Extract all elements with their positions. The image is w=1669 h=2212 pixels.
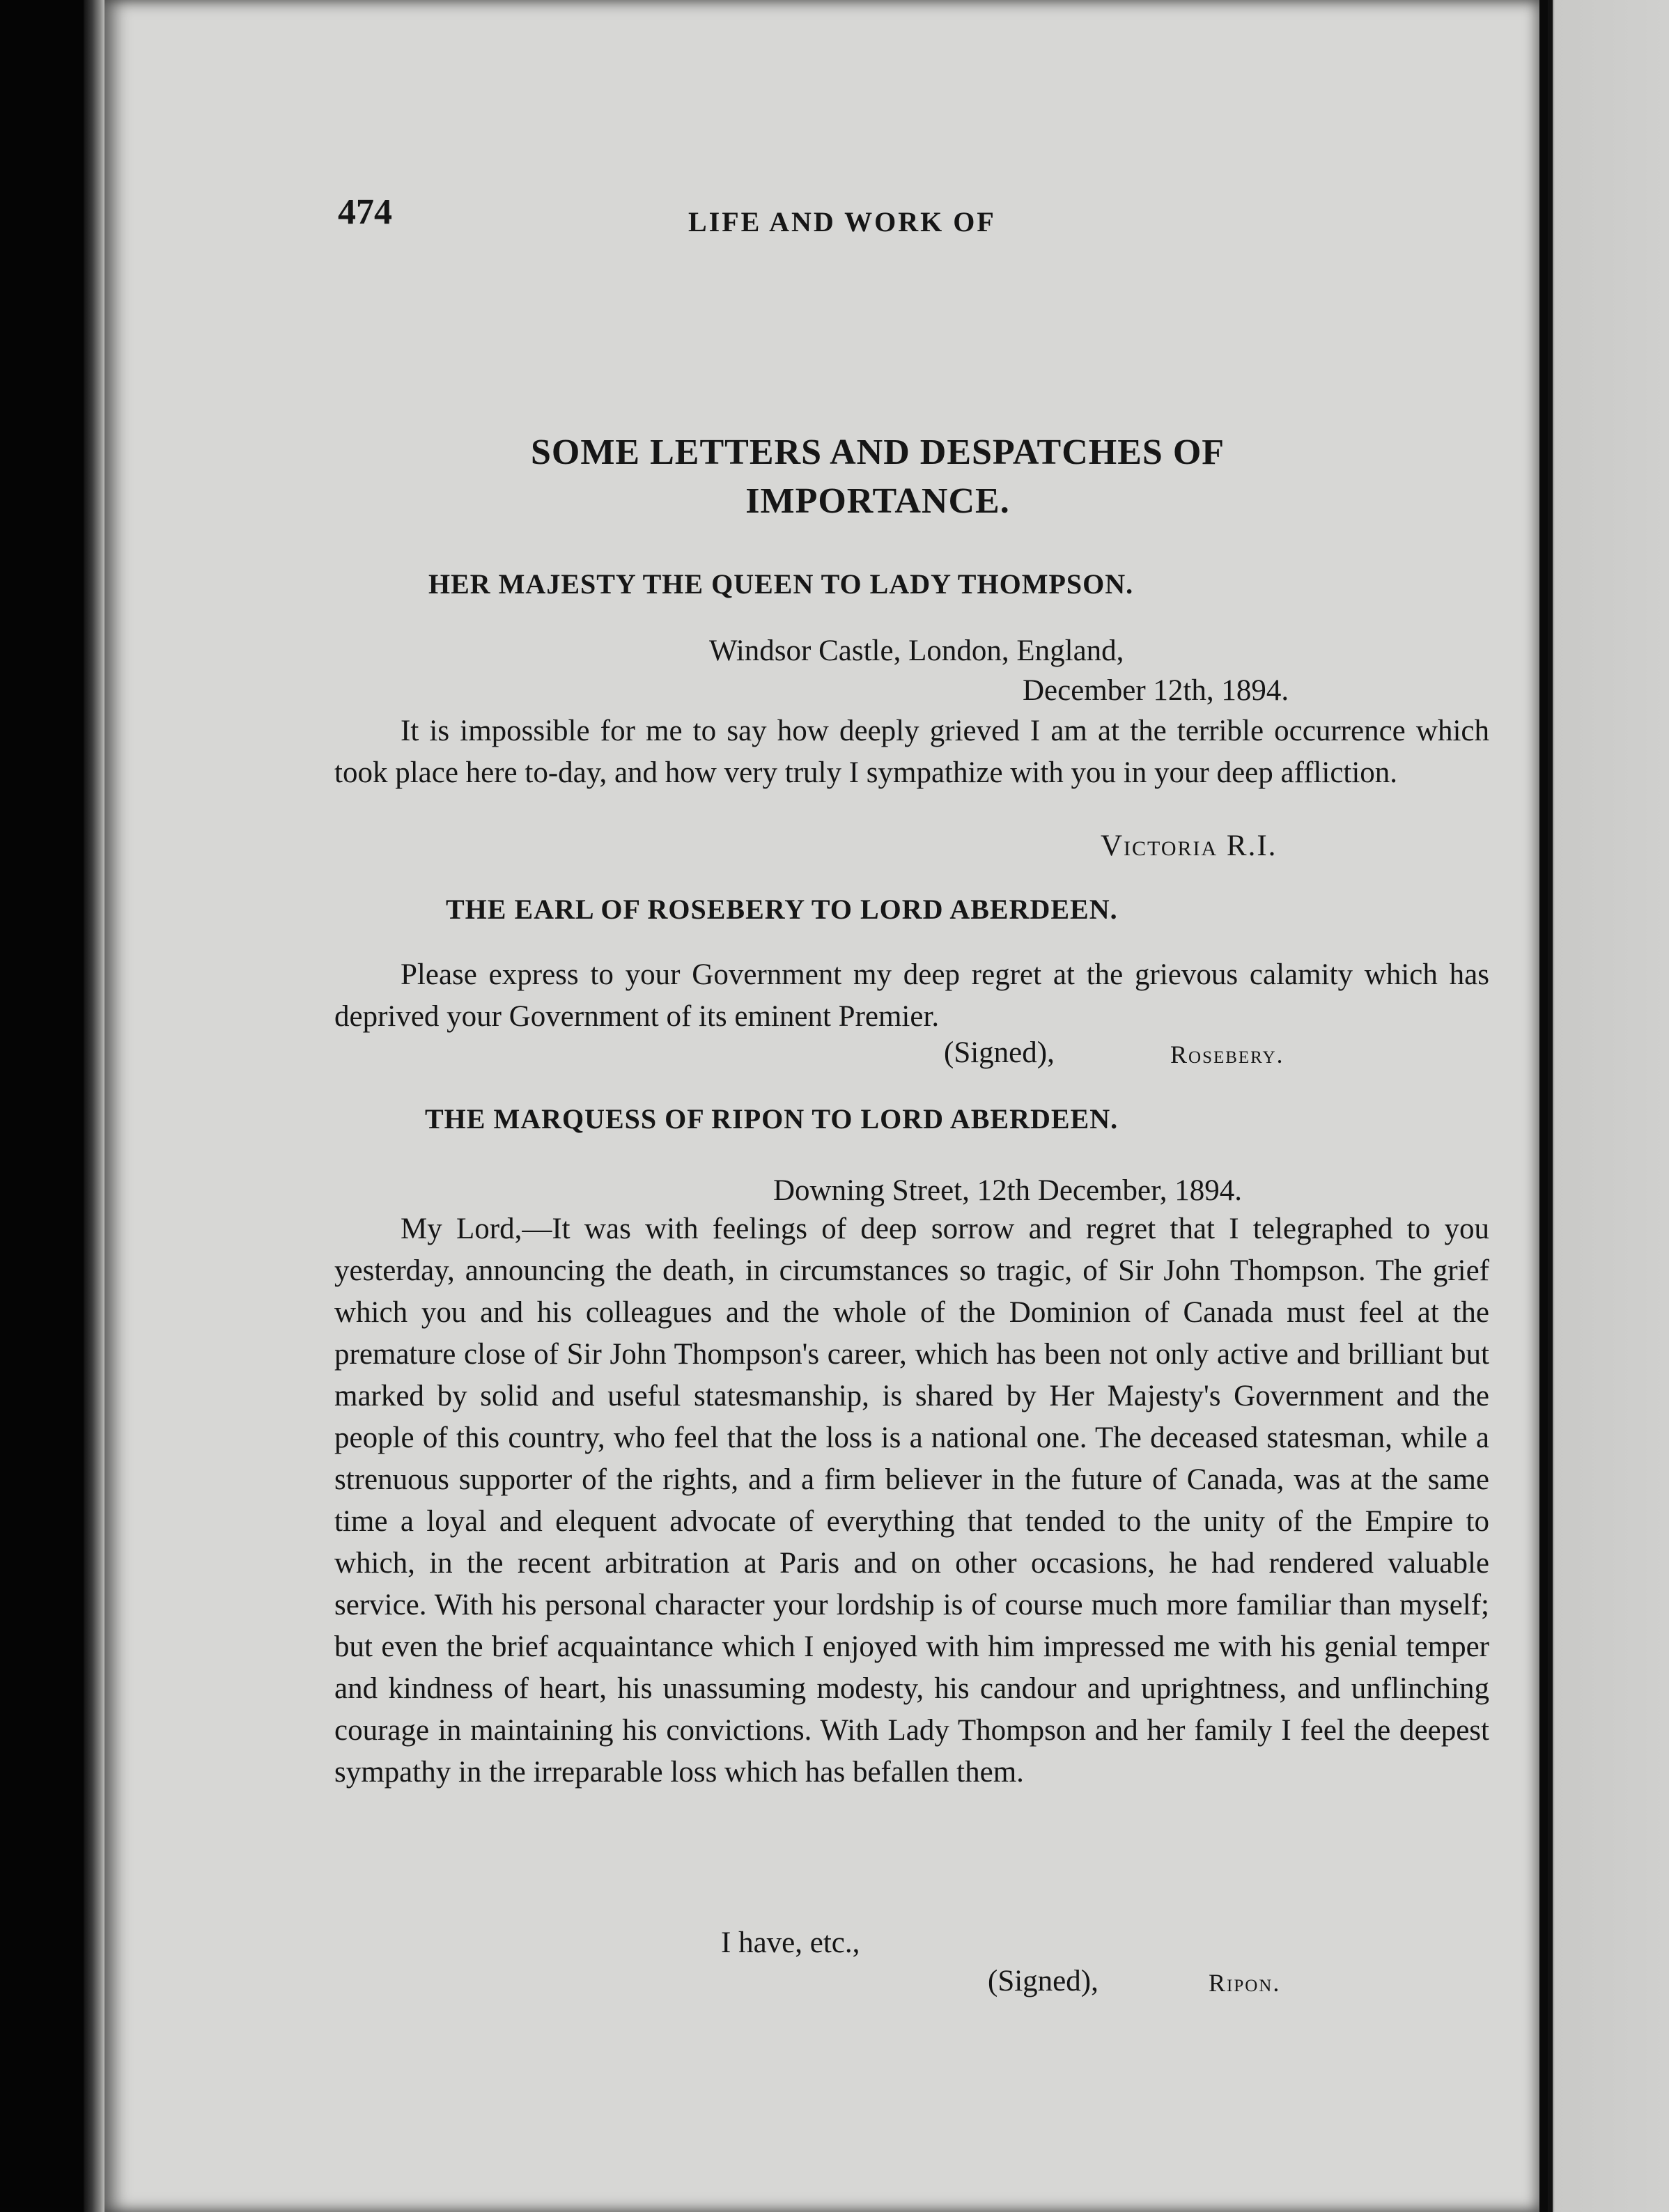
letter-1-body [334,710,1489,794]
page-gutter-line [1548,0,1553,2212]
book-page [104,0,1539,2212]
letter-3-body [334,1208,1489,1793]
letter-3-text: My Lord,—It was with feelings of deep sorrow and regret that I telegraphed to you yesterday, announcing the death, in circumstances so tragic, of Sir John Thompson. The grief which you and his colleagues and the whole of the Dominion of Canada must feel at the premature close of Sir John Thompson's career, which has been not only active and brilliant but marked by solid and useful statesmanship, is shared by Her Majesty's Government and the people of this country, who feel that the loss is a national one. The deceased statesman, while a strenuous supporter of the rights, and a firm believer in the future of Canada, was at the same time a loyal and elequent advocate of everything that tended to the unity of the Empire to which, in the recent arbitration at Paris and on other occasions, he had rendered valuable service. With his personal character your lordship is of course much more familiar than myself; but even the brief acquaintance which I enjoyed with him impressed me with his genial temper and kindness of heart, his unassuming modesty, his candour and uprightness, and unflinching courage in maintaining his convictions. With Lady Thompson and her family I feel the deepest sympathy in the irreparable loss which has befallen them. [334,1213,1489,1789]
section-title-line-2: IMPORTANCE. [745,481,1010,521]
adjacent-page-strip [1539,0,1669,2212]
letter-1-date: December 12th, 1894. [1023,674,1289,707]
letter-2-heading: THE EARL OF ROSEBERY TO LORD ABERDEEN. [446,894,1118,925]
running-head: LIFE AND WORK OF [688,206,996,237]
letter-3-heading: THE MARQUESS OF RIPON TO LORD ABERDEEN. [425,1103,1119,1135]
letter-2-body [334,954,1489,1038]
letter-2-signed: (Signed), [944,1036,1055,1069]
letter-1-place: Windsor Castle, London, England, [709,634,1124,667]
letter-1-text: It is impossible for me to say how deeply grieved I am at the terrible occurrence which took place here to-day, and how very truly I sympathize with you in your deep affliction. [334,715,1489,789]
letter-3-signed: (Signed), [988,1965,1099,1997]
page-number: 474 [338,192,392,232]
letter-3-closing: I have, etc., [721,1926,860,1959]
letter-2-signature: Rosebery. [1170,1041,1284,1068]
letter-3-signature: Ripon. [1209,1969,1281,1997]
section-title-line-1: SOME LETTERS AND DESPATCHES OF [530,433,1225,472]
letter-3-place-date: Downing Street, 12th December, 1894. [773,1174,1242,1207]
letter-1-signature: Victoria R.I. [1101,830,1278,862]
letter-1-heading: HER MAJESTY THE QUEEN TO LADY THOMPSON. [428,568,1134,600]
letter-2-text: Please express to your Government my deep regret at the grievous calamity which has deprived your Government of its eminent Premier. [334,958,1489,1033]
book-page-edge [84,0,104,2212]
